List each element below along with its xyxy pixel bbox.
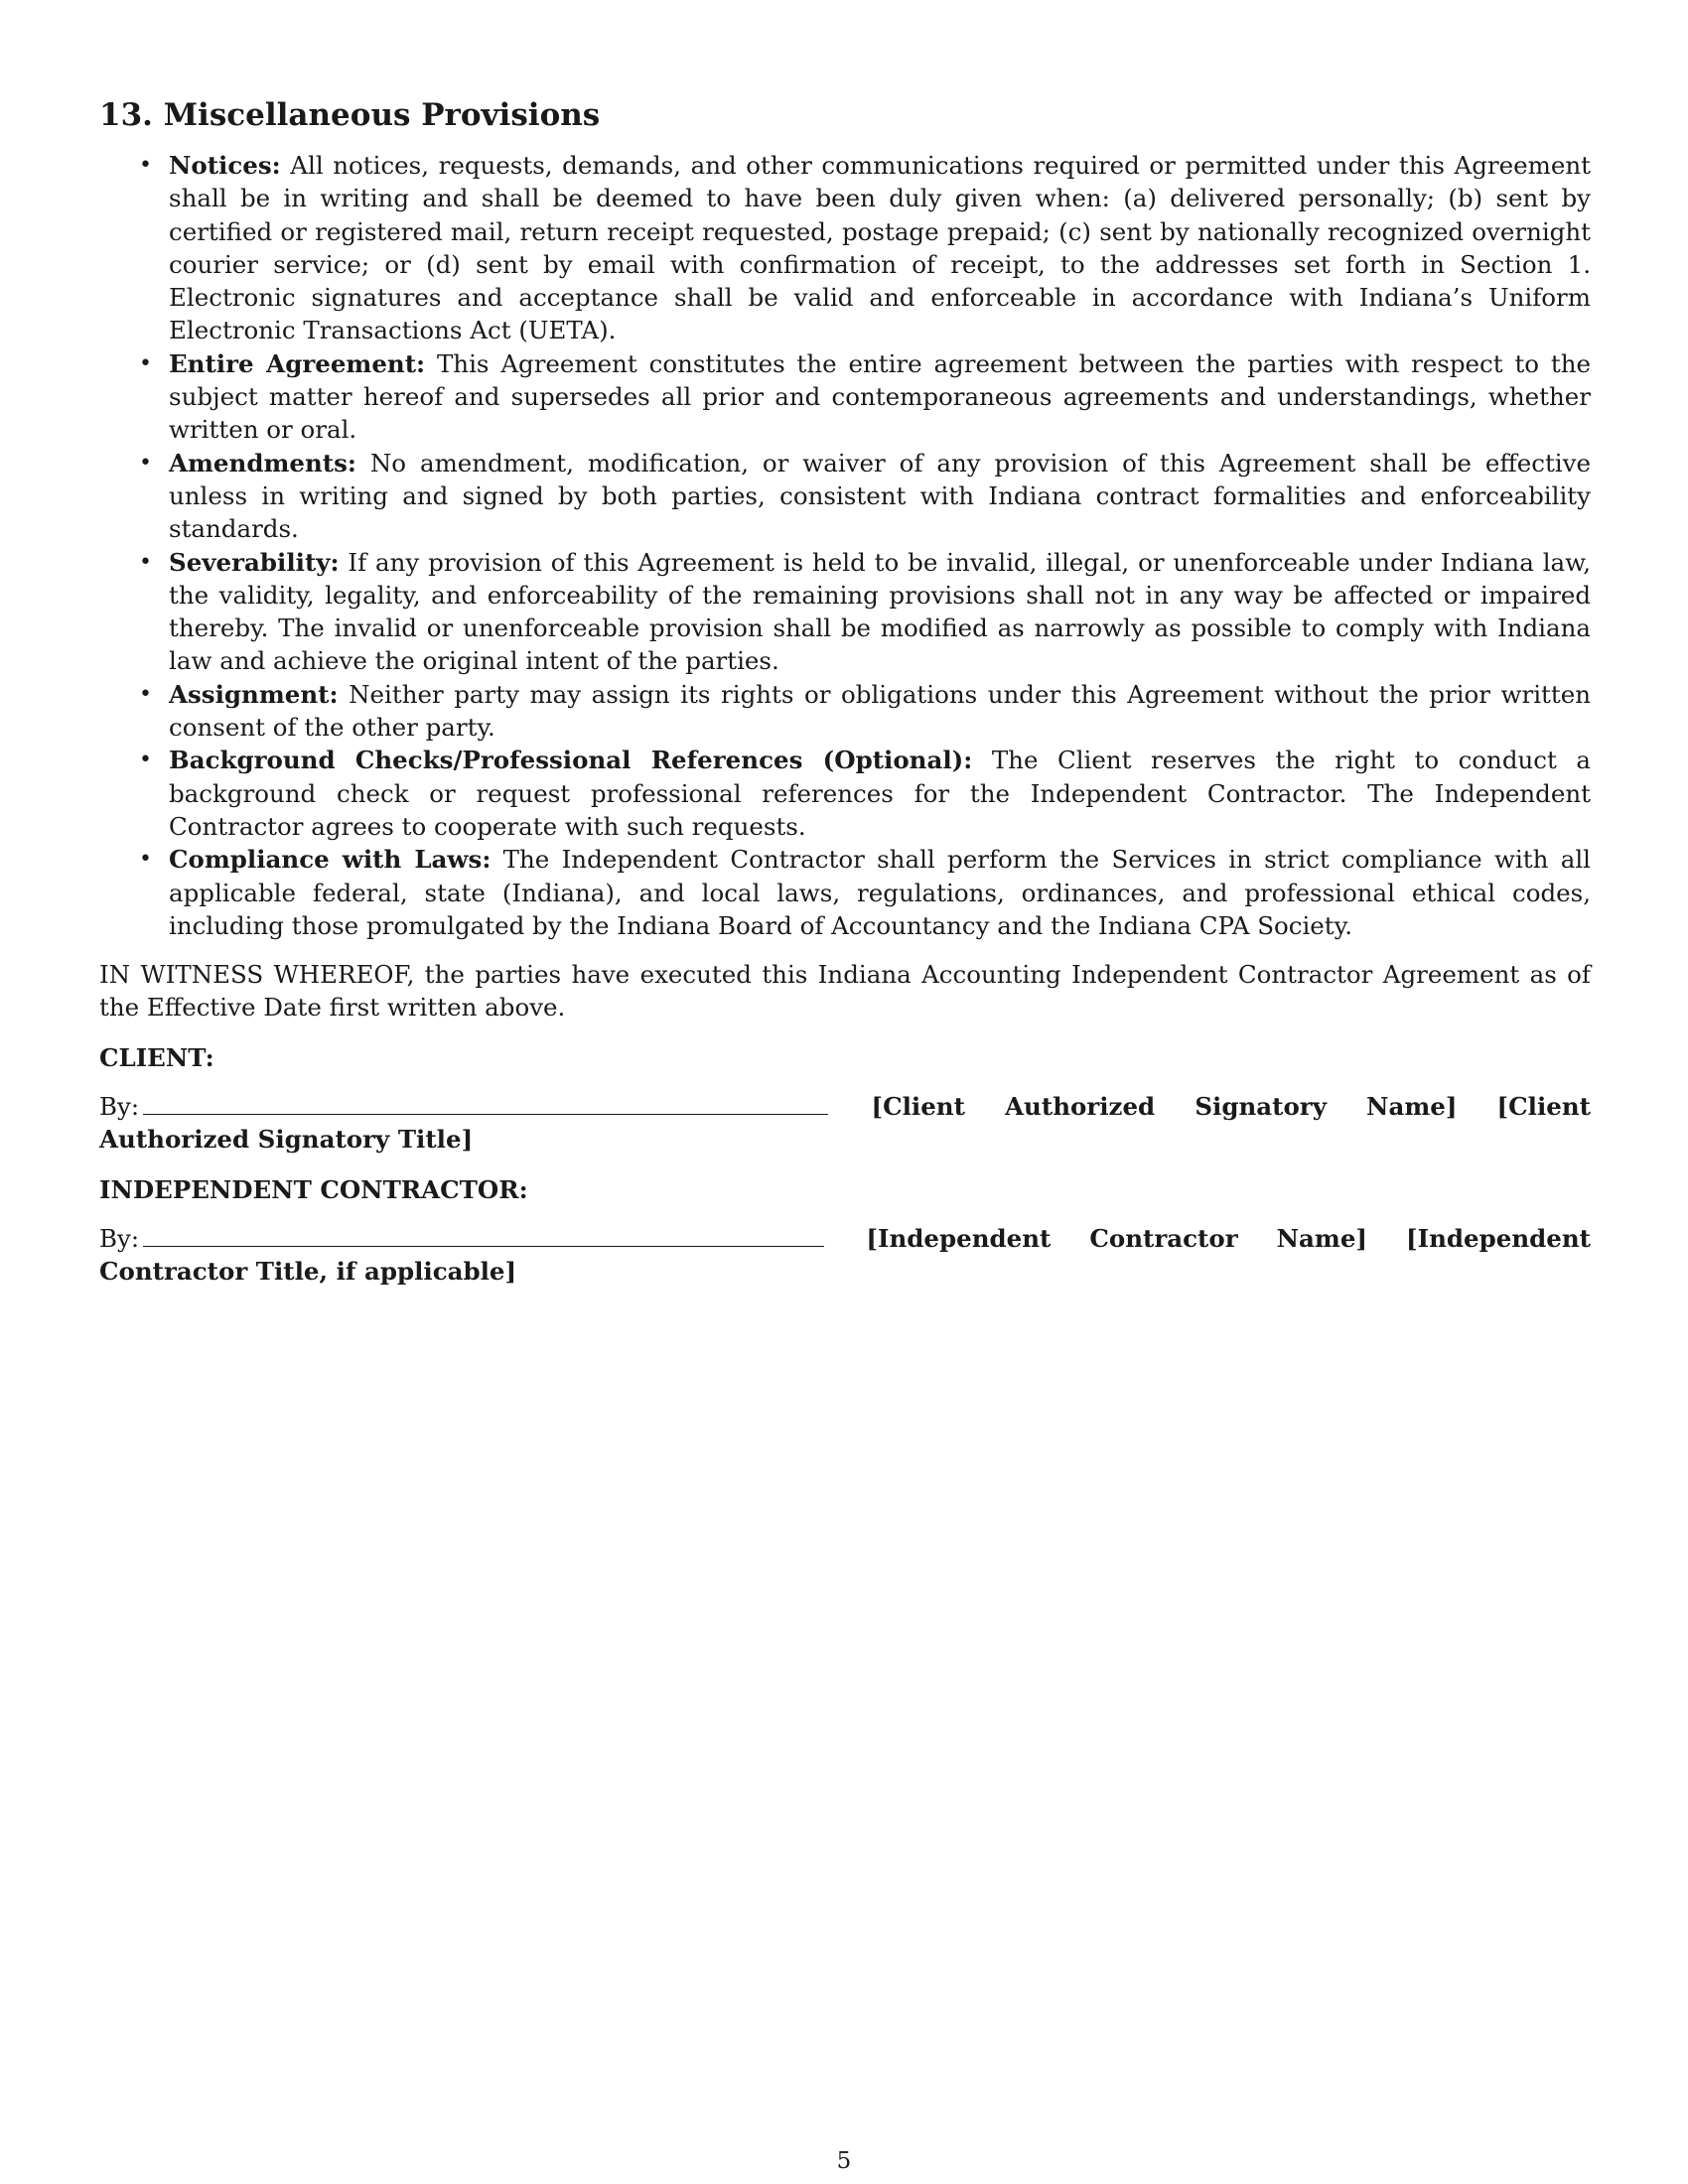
- provision-term: Notices:: [169, 151, 281, 180]
- provision-text: If any provision of this Agreement is held to be invalid, illegal, or unenforceable under Indiana law, the validity, legality, and enforceability of the remaining provisions shall not in any way be affected or impaired thereby. The invalid or unenforceable provision shall be modified as narrowly as possible to comply with Indiana law and achieve the original intent of the parties.: [169, 547, 1591, 676]
- provision-severability: [99, 546, 1591, 678]
- provision-entire-agreement: [99, 347, 1591, 447]
- bullet-icon: •: [139, 350, 152, 376]
- provision-assignment: [99, 678, 1591, 745]
- section-heading: 13. Miscellaneous Provisions: [99, 97, 601, 133]
- bullet-icon: •: [139, 748, 152, 773]
- client-signature-field[interactable]: [143, 1092, 828, 1115]
- provision-notices: [99, 149, 1591, 347]
- client-by-label: By:: [99, 1092, 140, 1122]
- provisions-list: [99, 149, 1591, 942]
- bullet-icon: •: [139, 450, 152, 476]
- contractor-signature-field[interactable]: [143, 1224, 824, 1247]
- witness-clause: IN WITNESS WHEREOF, the parties have executed this Indiana Accounting Independent Contractor Agreement as of the Effective Date first written above.: [99, 960, 1591, 1023]
- provision-text: Neither party may assign its rights or obligations under this Agreement without the prior written consent of the other party.: [169, 679, 1591, 743]
- provision-compliance: [99, 843, 1591, 942]
- provision-text: This Agreement constitutes the entire agreement between the parties with respect to the subject matter hereof and supersedes all prior and contemporaneous agreements and understandings, whether written or oral.: [169, 348, 1592, 445]
- provision-term: Entire Agreement:: [169, 348, 426, 378]
- provision-text: The Independent Contractor shall perform the Services in strict compliance with all applicable federal, state (Indiana), and local laws, regulations, ordinances, and professional ethical codes, including those promulgated by the Indiana Board of Accountancy and the Indiana CPA Society.: [169, 845, 1591, 940]
- contractor-signatory: [Independent Contractor Name] [Independent Contractor Title, if applicable]: [99, 1223, 1591, 1287]
- provision-background-checks: [99, 744, 1591, 843]
- provision-term: Amendments:: [169, 448, 356, 478]
- provision-term: Severability:: [169, 547, 340, 577]
- client-signature-line: [99, 1090, 1591, 1157]
- provision-term: Assignment:: [169, 679, 339, 709]
- client-label: CLIENT:: [99, 1042, 214, 1072]
- provision-term: Background Checks/Professional References (Optional):: [169, 746, 973, 775]
- contractor-by-label: By:: [99, 1223, 140, 1253]
- page-number: 5: [836, 2148, 852, 2174]
- contractor-signature-line: [99, 1222, 1591, 1289]
- document-page: [99, 95, 1591, 1289]
- bullet-icon: •: [139, 549, 152, 575]
- provision-text: No amendment, modification, or waiver of any provision of this Agreement shall be effective unless in writing and signed by both parties, consistent with Indiana contract formalities and enforceability standards.: [169, 448, 1591, 544]
- bullet-icon: •: [139, 847, 152, 873]
- client-signatory: [Client Authorized Signatory Name] [Client Authorized Signatory Title]: [99, 1092, 1591, 1155]
- contractor-label: INDEPENDENT CONTRACTOR:: [99, 1174, 528, 1204]
- bullet-icon: •: [139, 681, 152, 707]
- provision-text: The Client reserves the right to conduct a background check or request professional references for the Independent Contractor. The Independent Contractor agrees to cooperate with such requests.: [169, 746, 1591, 841]
- bullet-icon: •: [139, 153, 152, 178]
- provision-text: All notices, requests, demands, and other communications required or permitted under this Agreement shall be in writing and shall be deemed to have been duly given when: (a) delivered personally; (b) sent by certified or registered mail, return receipt requested, postage prepaid; (c) sent by nationally recognized overnight courier service; or (d) sent by email with confirmation of receipt, to the addresses set forth in Section 1. Electronic signatures and acceptance shall be valid and enforceable in accordance with Indiana’s Uniform Electronic Transactions Act (UETA).: [169, 151, 1591, 345]
- provision-term: Compliance with Laws:: [169, 845, 492, 875]
- provision-amendments: [99, 447, 1591, 546]
